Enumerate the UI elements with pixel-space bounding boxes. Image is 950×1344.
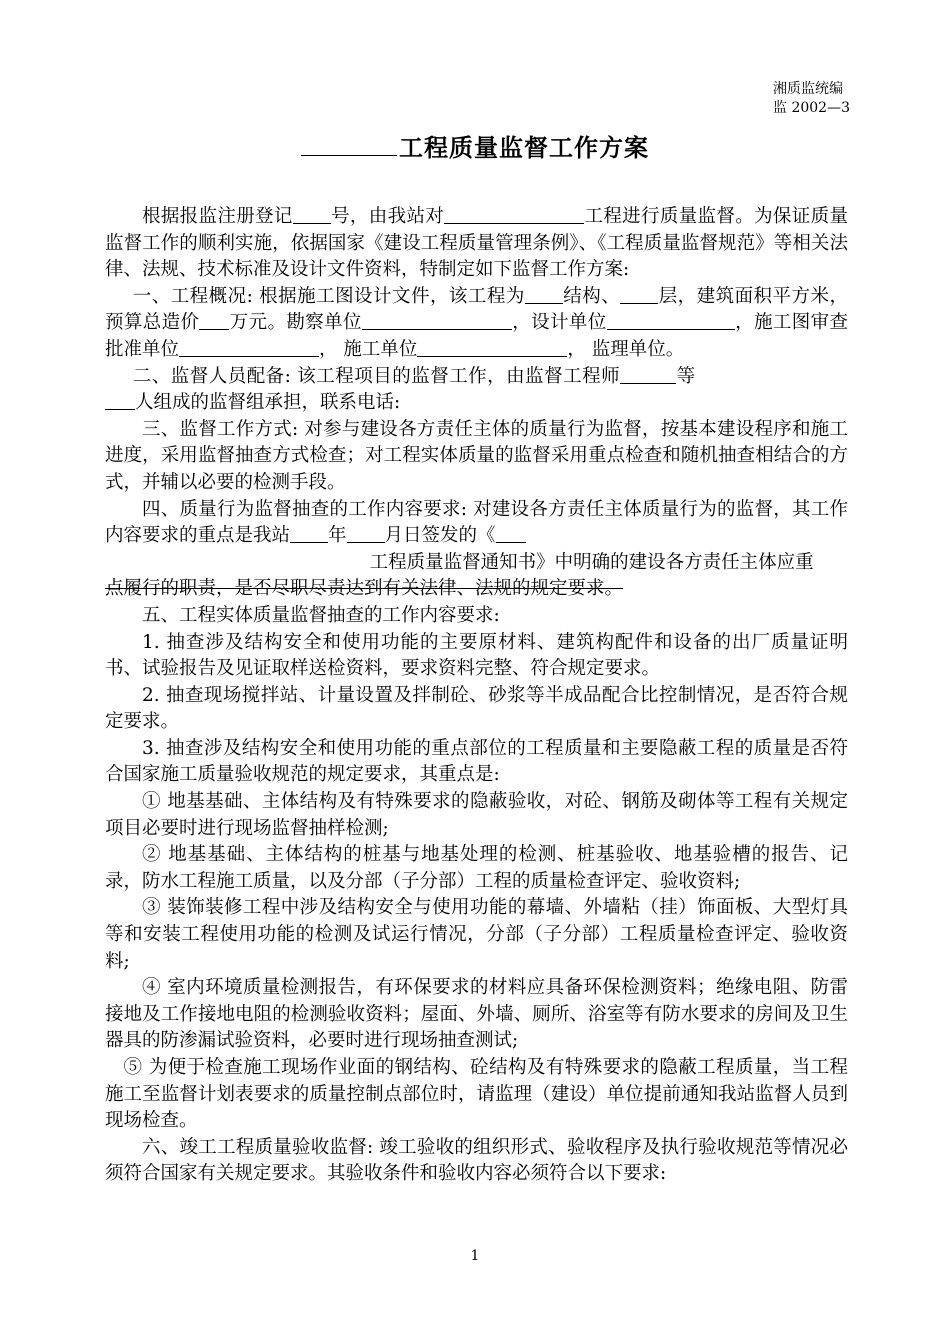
section-5-item-1: 1. 抽查涉及结构安全和使用功能的主要原材料、建筑构配件和设备的出厂质量证明书、试验报告及见证取样送检资料，要求资料完整、符合规定要求。: [105, 631, 848, 680]
supervisor-name-blank: [620, 364, 676, 384]
section-5-subitem-1: ① 地基基础、主体结构及有特殊要求的隐蔽验收，对砼、钢筋及砌体等工程有关规定项目必要时进行现场监督抽样检测;: [105, 791, 848, 839]
team-size-blank: [105, 391, 135, 411]
struck-text: 点履行的职责，是否尽职尽责达到有关法律、法规的规定要求。: [105, 578, 624, 600]
section-5-subitem-4: ④ 室内环境质量检测报告，有环保要求的材料应具备环保检测资料；绝缘电阻、防雷接地及工作接地电阻的检测验收资料；屋面、外墙、厕所、浴室等有防水要求的房间及卫生器具的防渗漏试验资料，必要时进行现场抽查测试;: [105, 977, 848, 1052]
section-4-paragraph: 四、质量行为监督抽查的工作内容要求: 对建设各方责任主体质量行为的监督，其工作内容要求的重点是我站 年 月日签发的《 工程质量监督通知书》中明确的建设各方责任主体应重 点履行的职责，是否尽职尽责达到有关法律、法规的规定要求。: [105, 498, 848, 600]
section-5-item-2: 2. 抽查现场搅拌站、计量设置及拌制砼、砂浆等半成品配合比控制情况，是否符合规定要求。: [105, 684, 848, 733]
review-unit-blank: [179, 337, 319, 357]
page-number: 1: [470, 1248, 480, 1264]
title-project-blank: [301, 155, 397, 156]
notice-month-blank: [347, 524, 385, 544]
project-name-blank: [444, 205, 584, 225]
section-6-paragraph: 六、竣工工程质量验收监督: 竣工验收的组织形式、验收程序及执行验收规范等情况必须符合国家有关规定要求。其验收条件和验收内容必须符合以下要求:: [105, 1136, 848, 1185]
structure-type-blank: [525, 284, 563, 304]
document-code: [773, 80, 850, 118]
section-3-paragraph: 三、监督工作方式: 对参与建设各方责任主体的质量行为监督，按基本建设程序和施工进度，采用监督抽查方式检查；对工程实体质量的监督采用重点检查和随机抽查相结合的方式，并辅以必要的检测手段。: [105, 418, 848, 493]
section-5-item-3: 3. 抽查涉及结构安全和使用功能的重点部位的工程质量和主要隐蔽工程的质量是否符合国家施工质量验收规范的规定要求，其重点是:: [105, 737, 848, 786]
document-code-line-2: 监 2002—3: [773, 100, 850, 116]
page-title: 工程质量监督工作方案: [399, 134, 649, 162]
document-code-line-1: 湘质监统编: [773, 81, 843, 97]
section-5-subitem-3: ③ 装饰装修工程中涉及结构安全与使用功能的幕墙、外墙粘（挂）饰面板、大型灯具等和安装工程使用功能的检测及试运行情况，分部（子分部）工程质量检查评定、验收资料;: [105, 897, 848, 972]
section-2-paragraph: 二、监督人员配备: 该工程项目的监督工作，由监督工程师 等 人组成的监督组承担，联系电话:: [105, 364, 848, 417]
notice-project-blank: [496, 524, 526, 544]
construction-unit-blank: [417, 337, 567, 357]
section-5-heading: 五、工程实体质量监督抽查的工作内容要求:: [142, 604, 500, 626]
title-row: [0, 128, 950, 163]
registration-number-blank: [293, 205, 331, 225]
intro-paragraph: 根据报监注册登记 号，由我站对 工程进行质量监督。为保证质量监督工作的顺利实施，依据国家《建设工程质量管理条例》、《工程质量监督规范》等相关法律、法规、技术标准及设计文件资料，特制定如下监督工作方案:: [105, 206, 848, 281]
section-5-subitem-5: ⑤ 为便于检查施工现场作业面的钢结构、砼结构及有特殊要求的隐蔽工程质量，当工程施工至监督计划表要求的质量控制点部位时，请监理（建设）单位提前通知我站监督人员到现场检查。: [105, 1057, 848, 1132]
survey-unit-blank: [362, 311, 512, 331]
document-body: [105, 204, 848, 1188]
section-1-paragraph: 一、工程概况: 根据施工图设计文件，该工程为 结构、 层，建筑面积平方米，预算总造价 万元。勘察单位 ，设计单位 ，施工图审查批准单位 ， 施工单位 ， 监理单位。: [105, 285, 848, 360]
section-5-subitem-2: ② 地基基础、主体结构的桩基与地基处理的检测、桩基验收、地基验槽的报告、记录，防水工程施工质量，以及分部（子分部）工程的质量检查评定、验收资料;: [105, 844, 848, 892]
floors-blank: [620, 284, 658, 304]
notice-year-blank: [290, 524, 328, 544]
design-unit-blank: [607, 311, 735, 331]
budget-blank: [199, 311, 229, 331]
